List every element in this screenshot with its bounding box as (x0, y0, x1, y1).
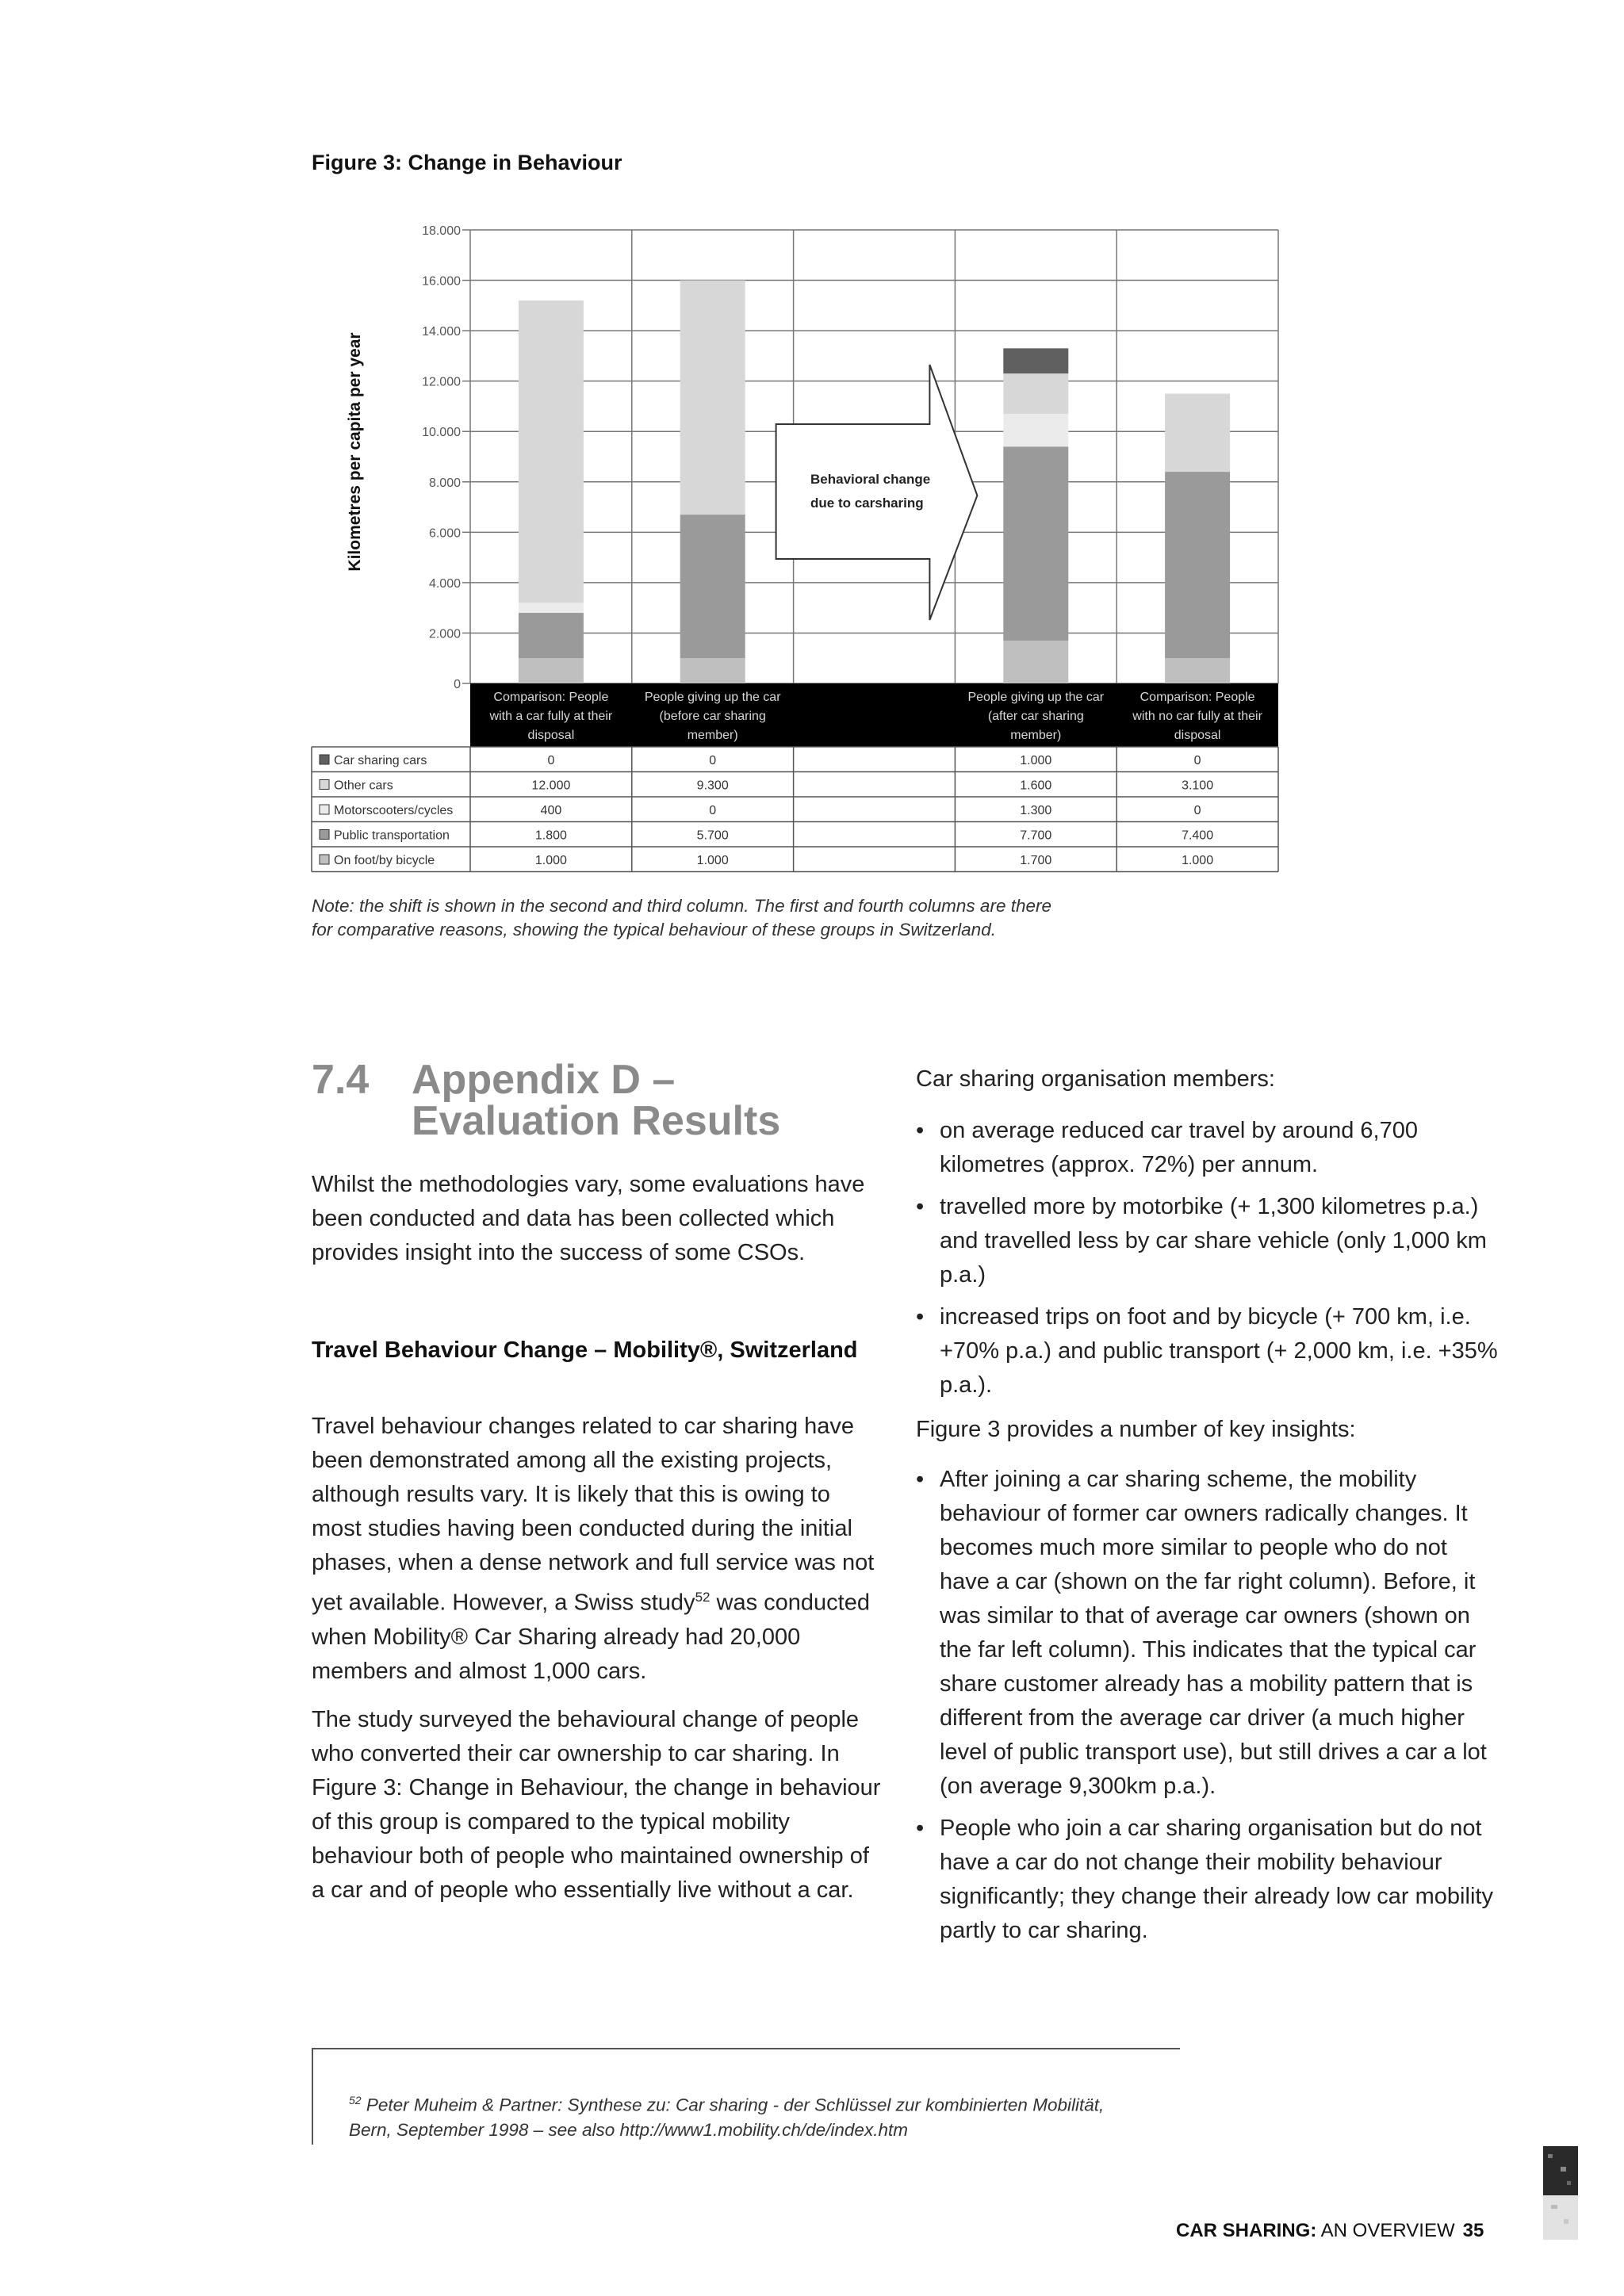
footnote-divider-vertical (312, 2048, 313, 2145)
legend-swatch (320, 805, 329, 814)
insights-heading: Figure 3 provides a number of key insights: (916, 1417, 1356, 1442)
list-item: • travelled more by motorbike (+ 1,300 kilometres p.a.) and travelled less by car share vehicle (only 1,000 km p.a.) (916, 1190, 1503, 1292)
legend-swatch (320, 855, 329, 864)
legend-label: Car sharing cars (334, 754, 427, 767)
x-category-label: disposal (1174, 729, 1221, 742)
legend-label: On foot/by bicycle (334, 854, 435, 867)
intro-text: Whilst the methodologies vary, some evaluations have been conducted and data has been collected which provides insight into the success of some CSOs. (312, 1172, 865, 1265)
bar-segment (519, 603, 584, 613)
list-item: • increased trips on foot and by bicycle (+ 700 km, i.e. +70% p.a.) and public transport (+ 2,000 km, i.e. +35% p.a.). (916, 1300, 1503, 1402)
bar-segment (1003, 348, 1068, 373)
legend-swatch (320, 755, 329, 764)
y-tick-label: 0 (454, 678, 461, 691)
table-cell-value: 5.700 (696, 828, 729, 843)
table-cell-value: 0 (709, 754, 717, 767)
footnote-divider (312, 2048, 1180, 2049)
legend-swatch (320, 830, 329, 840)
bar-segment (1003, 373, 1068, 414)
footnote-ref[interactable]: 52 (695, 1590, 710, 1605)
legend-swatch (320, 780, 329, 790)
bar-segment (1003, 446, 1068, 641)
y-tick-label: 4.000 (428, 576, 461, 591)
arrow-label: Behavioral change (810, 472, 931, 487)
bar-segment (680, 281, 745, 515)
bar-segment (519, 300, 584, 603)
x-category-label: Comparison: People (493, 691, 609, 704)
table-cell-value: 1.000 (1020, 754, 1052, 767)
table-cell-value: 400 (540, 804, 562, 817)
y-tick-label: 8.000 (428, 476, 461, 490)
x-category-label: member) (687, 729, 738, 742)
page-edge-texture-icon (1543, 2146, 1578, 2240)
figure-note-line: Note: the shift is shown in the second and third column. The first and fourth columns are there (312, 896, 1051, 916)
y-tick-label: 12.000 (422, 375, 461, 389)
figure-note (312, 894, 1152, 942)
x-category-label: member) (1010, 729, 1062, 742)
bar-segment (1003, 641, 1068, 683)
y-tick-label: 2.000 (428, 627, 461, 641)
members-heading: Car sharing organisation members: (916, 1066, 1275, 1092)
intro-paragraph (312, 1168, 883, 1270)
y-tick-label: 14.000 (422, 325, 461, 339)
table-cell-value: 9.300 (696, 779, 729, 793)
table-cell-value: 1.700 (1020, 854, 1052, 867)
footnote-number: 52 (349, 2094, 362, 2107)
footnote (349, 2088, 1182, 2142)
paragraph-text: The study surveyed the behavioural change of people who converted their car ownership to car sharing. In Figure 3: Change in Behaviour, the change in behaviour of this group is compared to the typical mobility behaviour both of people who maintained ownership of a car and of people who essentially live without a car. (312, 1707, 881, 1903)
page-number: 35 (1462, 2220, 1484, 2241)
bar-segment (680, 515, 745, 658)
x-category-label: with a car fully at their (489, 710, 613, 723)
x-category-label: (before car sharing (659, 710, 766, 723)
bar-segment (1165, 658, 1230, 683)
table-cell-value: 1.000 (1182, 854, 1214, 867)
bar-segment (519, 613, 584, 658)
table-cell-value: 1.000 (696, 854, 729, 867)
y-tick-label: 6.000 (428, 526, 461, 541)
y-tick-label: 18.000 (422, 224, 461, 238)
y-tick-label: 16.000 (422, 274, 461, 289)
x-category-label: (after car sharing (987, 710, 1084, 723)
section-title-line2: Evaluation Results (412, 1098, 781, 1144)
figure-title: Figure 3: Change in Behaviour (312, 151, 622, 174)
arrow-label: due to carsharing (810, 496, 924, 511)
section-number: 7.4 (312, 1057, 370, 1103)
table-cell-value: 3.100 (1182, 779, 1214, 793)
y-tick-label: 10.000 (422, 426, 461, 440)
y-axis-label-text: Kilometres per capita per year (346, 332, 364, 572)
legend-label: Other cars (334, 779, 393, 793)
bar-segment (1165, 472, 1230, 658)
footer-publication: AN OVERVIEW (1316, 2220, 1455, 2241)
figure-note-line: for comparative reasons, showing the typical behaviour of these groups in Switzerland. (312, 920, 996, 939)
x-category-label: People giving up the car (967, 691, 1105, 704)
footnote-text: Peter Muheim & Partner: Synthese zu: Car sharing - der Schlüssel zur kombinierten Mobilität, (361, 2095, 1105, 2115)
bar-segment (1165, 394, 1230, 473)
paragraph-text (312, 1410, 883, 1689)
table-cell-value: 7.700 (1020, 828, 1052, 843)
x-category-label: with no car fully at their (1132, 710, 1262, 723)
bar-segment (519, 658, 584, 683)
paragraph-study (312, 1703, 883, 1908)
bar-segment (1003, 414, 1068, 446)
bar-segment (680, 658, 745, 683)
legend-label: Motorscooters/cycles (334, 804, 454, 817)
table-cell-value: 1.600 (1020, 779, 1052, 793)
table-cell-value: 1.800 (534, 828, 567, 843)
table-cell-value: 0 (1193, 754, 1201, 767)
x-category-label: People giving up the car (644, 691, 781, 704)
paragraph-text-part2: was conducted when Mobility® Car Sharing already had 20,000 members and almost 1,000 cars. (312, 1590, 870, 1684)
insights-bullet-list (916, 1463, 1503, 1956)
x-category-label: Comparison: People (1139, 691, 1255, 704)
footer-publication-bold: CAR SHARING: (1176, 2220, 1317, 2241)
list-item: • People who join a car sharing organisation but do not have a car do not change their mobility behaviour significantly; they change their already low car mobility partly to car sharing. (916, 1812, 1503, 1948)
behavioral-change-arrow (776, 365, 978, 620)
table-cell-value: 12.000 (531, 779, 571, 793)
list-item: • on average reduced car travel by around 6,700 kilometres (approx. 72%) per annum. (916, 1114, 1503, 1182)
section-title (412, 1059, 856, 1142)
stacked-bar-chart (0, 0, 1624, 880)
table-cell-value: 0 (547, 754, 555, 767)
table-cell-value: 0 (1193, 804, 1201, 817)
table-cell-value: 7.400 (1182, 828, 1214, 843)
table-cell-value: 0 (709, 804, 717, 817)
table-cell-value: 1.300 (1020, 804, 1052, 817)
legend-label: Public transportation (334, 828, 450, 843)
section-title-line1: Appendix D – (412, 1057, 676, 1103)
members-bullet-list (916, 1114, 1503, 1410)
subheading: Travel Behaviour Change – Mobility®, Switzerland (312, 1337, 858, 1363)
page-footer (1176, 2220, 1484, 2242)
list-item: • After joining a car sharing scheme, the mobility behaviour of former car owners radically changes. It becomes much more similar to people who do not have a car (shown on the far right column). Before, it was similar to that of average car owners (shown on the far left column). This indicates that the typical car share customer already has a mobility pattern that is different from the average car driver (a much higher level of public transport use), but still drives a car a lot (on average 9,300km p.a.). (916, 1463, 1503, 1804)
footnote-line: Bern, September 1998 – see also http://www1.mobility.ch/de/index.htm (349, 2119, 908, 2140)
paragraph-text-part1: Travel behaviour changes related to car sharing have been demonstrated among all the existing projects, although results vary. It is likely that this is owing to most studies having been conducted during the initial phases, when a dense network and full service was not yet available. However, a Swiss study (312, 1414, 875, 1616)
table-cell-value: 1.000 (534, 854, 567, 867)
paragraph-travel-behaviour (312, 1410, 883, 1689)
x-category-label: disposal (527, 729, 575, 742)
footnote-line (349, 2088, 1182, 2118)
